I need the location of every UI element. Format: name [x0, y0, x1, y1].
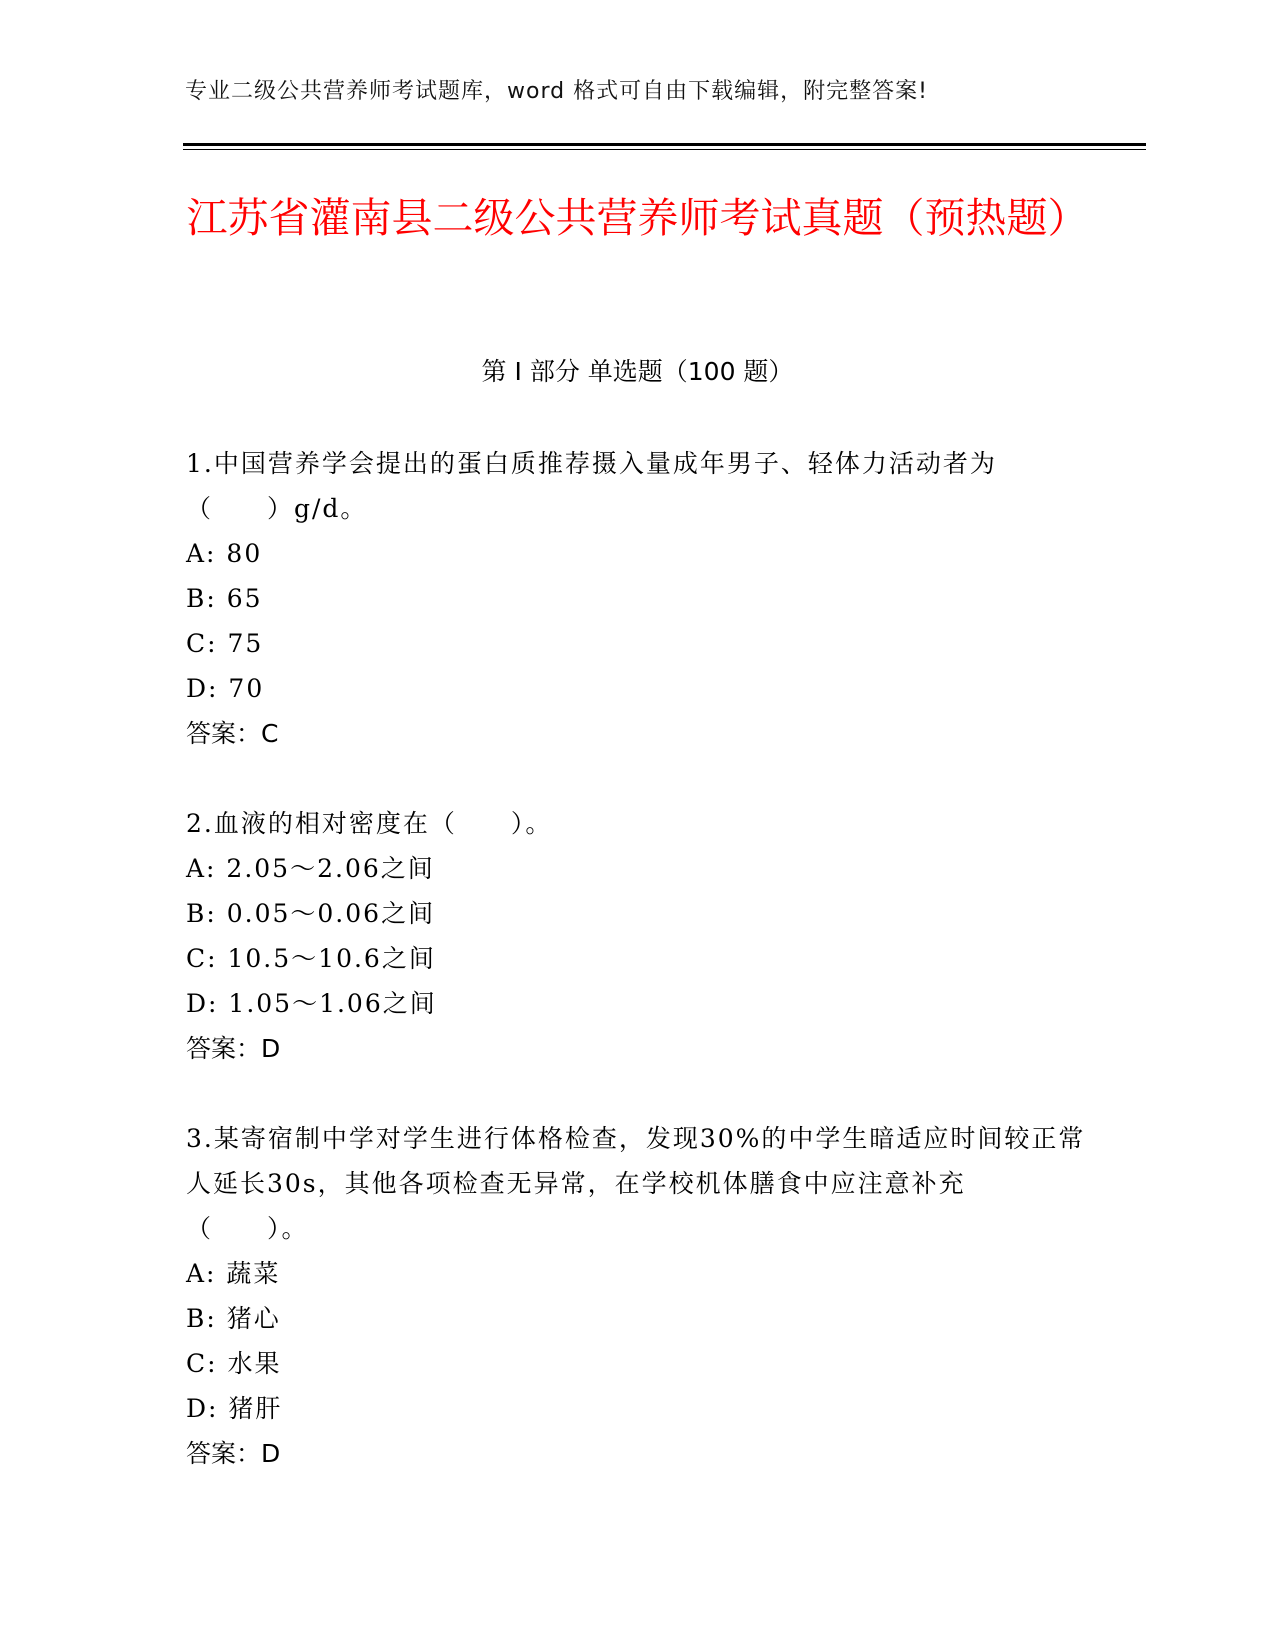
option-c: C: 10.5～10.6之间: [186, 944, 436, 973]
option-b: B: 0.05～0.06之间: [186, 899, 436, 928]
option-b: B: 猪心: [186, 1304, 281, 1333]
answer: 答案：D: [186, 1439, 281, 1468]
question-stem: 3.某寄宿制中学对学生进行体格检查，发现30%的中学生暗适应时间较正常人延长30s，其他各项检查无异常，在学校机体膳食中应注意补充（ ）。: [186, 1124, 1086, 1243]
header-rule-thick: [183, 143, 1146, 146]
option-c: C: 75: [186, 629, 264, 658]
answer: 答案：D: [186, 1034, 281, 1063]
option-d: D: 猪肝: [186, 1394, 283, 1423]
question-stem: 2.血液的相对密度在（ ）。: [186, 809, 553, 838]
option-a: A: 2.05～2.06之间: [186, 854, 435, 883]
option-a: A: 80: [186, 539, 263, 568]
header-rule-thin: [183, 149, 1146, 150]
question-3: [186, 1116, 1086, 1476]
option-c: C: 水果: [186, 1349, 282, 1378]
section-title: 第 I 部分 单选题（100 题）: [481, 357, 794, 386]
answer: 答案：C: [186, 719, 279, 748]
question-1: [186, 441, 1086, 756]
header-note: 专业二级公共营养师考试题库，word 格式可自由下载编辑，附完整答案!: [185, 79, 928, 104]
document-title: 江苏省灌南县二级公共营养师考试真题（预热题）: [186, 194, 1089, 242]
question-stem: 1.中国营养学会提出的蛋白质推荐摄入量成年男子、轻体力活动者为（ ）g/d。: [186, 449, 997, 523]
option-d: D: 1.05～1.06之间: [186, 989, 437, 1018]
question-list: [186, 441, 1086, 1521]
option-b: B: 65: [186, 584, 263, 613]
option-a: A: 蔬菜: [186, 1259, 281, 1288]
question-2: [186, 801, 1086, 1071]
option-d: D: 70: [186, 674, 265, 703]
